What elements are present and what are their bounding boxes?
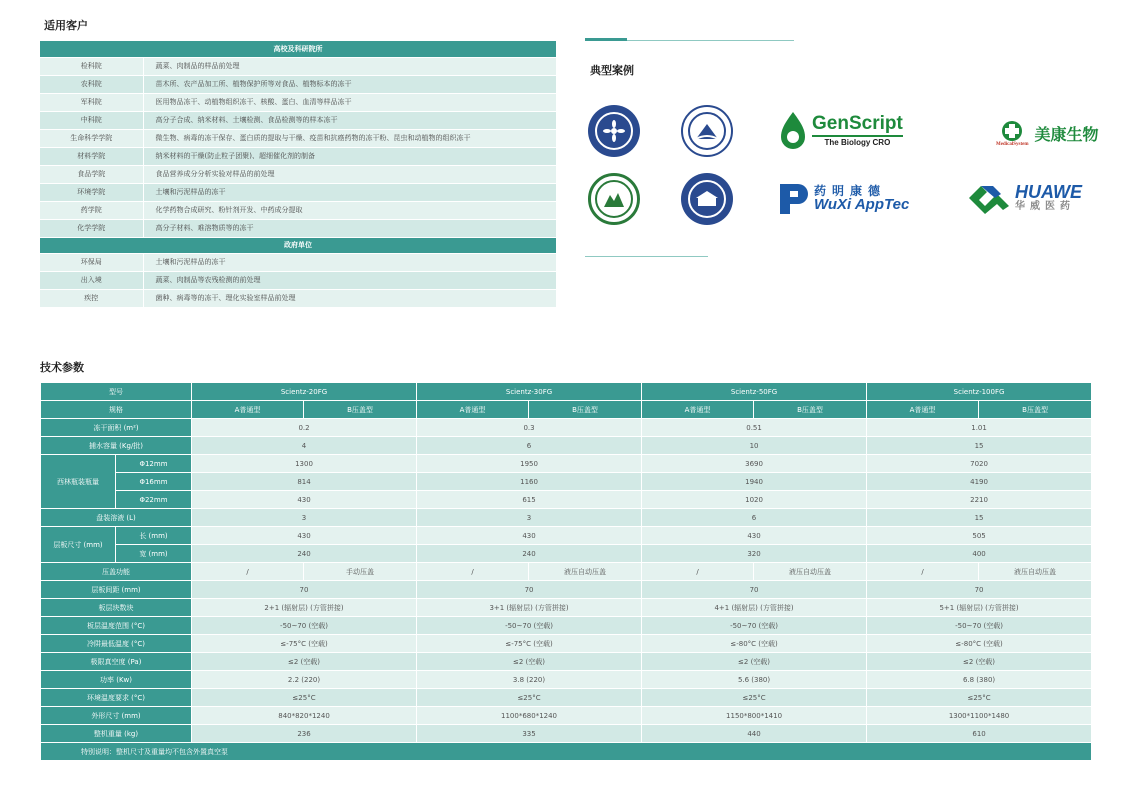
- spec-cell: 1020: [642, 491, 867, 509]
- spec-note: 特别说明：整机尺寸及重量均不包含外置真空泵: [41, 743, 1092, 761]
- spec-cell: ≤2 (空载): [867, 653, 1092, 671]
- customer-name: 中科院: [40, 111, 143, 129]
- spec-cell: 3: [192, 509, 417, 527]
- spec-cell: 1100*680*1240: [417, 707, 642, 725]
- spec-cell: /: [417, 563, 529, 581]
- customer-desc: 医用物品冻干、动植物组织冻干、核酸、蛋白、血清等样品冻干: [143, 93, 556, 111]
- customer-desc: 高分子合成、纳米材料、土壤检测、食品检测等的样本冻干: [143, 111, 556, 129]
- university-seal-logo-2: [681, 105, 733, 157]
- university-seal-logo-1: [588, 105, 640, 157]
- spec-cell: 层板尺寸 (mm): [41, 527, 116, 563]
- wuxi-mark-icon: [778, 182, 810, 216]
- spec-cell: 环境温度要求 (°C): [41, 689, 192, 707]
- spec-cell: B压盖型: [529, 401, 642, 419]
- spec-note-row: [41, 743, 1092, 761]
- spec-cell: 型号: [41, 383, 192, 401]
- spec-row-spacing: [41, 581, 1092, 599]
- spec-cell: 430: [192, 527, 417, 545]
- spec-cell: A普通型: [417, 401, 529, 419]
- spec-cell: 70: [867, 581, 1092, 599]
- spec-cell: ≤-75°C (空载): [192, 635, 417, 653]
- spec-cell: B压盖型: [979, 401, 1092, 419]
- spec-cell: -50~70 (空载): [417, 617, 642, 635]
- spec-cell: -50~70 (空载): [867, 617, 1092, 635]
- customer-row: [40, 253, 556, 271]
- customer-desc: 菌种、病毒等的冻干、理化实验室样品前处理: [143, 289, 556, 307]
- customer-name: 军科院: [40, 93, 143, 111]
- spec-cell: 3+1 (辐射层) (方管拼接): [417, 599, 642, 617]
- spec-cell: 外形尺寸 (mm): [41, 707, 192, 725]
- customer-row: [40, 289, 556, 307]
- spec-cell: 手动压盖: [304, 563, 417, 581]
- spec-cell: 70: [417, 581, 642, 599]
- customer-desc: 纳米材料的干燥(防止粒子团聚)、超细催化剂的制备: [143, 147, 556, 165]
- spec-cell: 2+1 (辐射层) (方管拼接): [192, 599, 417, 617]
- spec-cell: 1950: [417, 455, 642, 473]
- customer-name: 生命科学学院: [40, 129, 143, 147]
- spec-cell: 0.3: [417, 419, 642, 437]
- customer-desc: 蔬菜、肉制品的样品前处理: [143, 57, 556, 75]
- spec-cell: 4190: [867, 473, 1092, 491]
- customer-row: [40, 57, 556, 75]
- spec-cell: 814: [192, 473, 417, 491]
- spec-cell: Scientz-30FG: [417, 383, 642, 401]
- spec-cell: /: [867, 563, 979, 581]
- spec-cell: ≤25°C: [192, 689, 417, 707]
- customer-desc: 食品营养成分分析实验对样品的前处理: [143, 165, 556, 183]
- spec-cell: 505: [867, 527, 1092, 545]
- spec-cell: ≤-75°C (空载): [417, 635, 642, 653]
- customer-row: [40, 147, 556, 165]
- spec-cell: 液压自动压盖: [754, 563, 867, 581]
- spec-cell: 1160: [417, 473, 642, 491]
- cases-bottom-line: [585, 256, 708, 257]
- spec-cell: A普通型: [642, 401, 754, 419]
- spec-cell: 6: [642, 509, 867, 527]
- spec-cell: Scientz-100FG: [867, 383, 1092, 401]
- spec-row-area: [41, 419, 1092, 437]
- spec-cell: 5+1 (辐射层) (方管拼接): [867, 599, 1092, 617]
- tech-spec-table: [40, 382, 1092, 761]
- spec-cell: ≤-80°C (空载): [642, 635, 867, 653]
- spec-row-env_temp: [41, 689, 1092, 707]
- spec-row-shelf-wid: [41, 545, 1092, 563]
- customer-row: [40, 75, 556, 93]
- spec-cell: 1150*800*1410: [642, 707, 867, 725]
- customer-row: [40, 93, 556, 111]
- spec-row-press: [41, 563, 1092, 581]
- customer-desc: 土壤和污泥样品的冻干: [143, 253, 556, 271]
- customers-table: [40, 41, 556, 308]
- spec-cell: 西林瓶装瓶量: [41, 455, 116, 509]
- spec-cell: ≤2 (空载): [192, 653, 417, 671]
- spec-cell: 3.8 (220): [417, 671, 642, 689]
- spec-cell: 规格: [41, 401, 192, 419]
- customer-name: 化学学院: [40, 219, 143, 237]
- spec-cell: 极限真空度 (Pa): [41, 653, 192, 671]
- spec-row-vial12: [41, 455, 1092, 473]
- spec-cell: 1940: [642, 473, 867, 491]
- customer-row: [40, 271, 556, 289]
- customer-desc: 苗木所、农产品加工所、植物保护所等对食品、植物标本的冻干: [143, 75, 556, 93]
- spec-cell: Φ12mm: [116, 455, 192, 473]
- spec-cell: 400: [867, 545, 1092, 563]
- spec-cell: -50~70 (空载): [192, 617, 417, 635]
- spec-cell: 70: [642, 581, 867, 599]
- customer-desc: 高分子材料、难溶物质等的冻干: [143, 219, 556, 237]
- customer-group-header: 政府单位: [40, 237, 556, 253]
- spec-cell: 层板间距 (mm): [41, 581, 192, 599]
- customer-row: [40, 219, 556, 237]
- customer-name: 环境学院: [40, 183, 143, 201]
- spec-cell: 3: [417, 509, 642, 527]
- university-seal-logo-4: [681, 173, 733, 225]
- spec-cell: 10: [642, 437, 867, 455]
- customer-desc: 蔬菜、肉制品等农残检测的前处理: [143, 271, 556, 289]
- spec-cell: 2210: [867, 491, 1092, 509]
- spec-cell: 70: [192, 581, 417, 599]
- spec-cell: ≤-80°C (空载): [867, 635, 1092, 653]
- spec-cell: 冻干面积 (m²): [41, 419, 192, 437]
- spec-cell: ≤25°C: [417, 689, 642, 707]
- spec-cell: 宽 (mm): [116, 545, 192, 563]
- spec-cell: ≤2 (空载): [417, 653, 642, 671]
- spec-cell: 335: [417, 725, 642, 743]
- spec-cell: 430: [642, 527, 867, 545]
- spec-cell: 0.51: [642, 419, 867, 437]
- spec-cell: 1.01: [867, 419, 1092, 437]
- spec-cell: 4+1 (辐射层) (方管拼接): [642, 599, 867, 617]
- spec-cell: /: [642, 563, 754, 581]
- spec-cell: 7020: [867, 455, 1092, 473]
- spec-row-shelf-len: [41, 527, 1092, 545]
- cases-top-line: [627, 40, 794, 41]
- spec-cell: 盘装溶液 (L): [41, 509, 192, 527]
- customer-row: [40, 129, 556, 147]
- spec-cell: 15: [867, 437, 1092, 455]
- spec-cell: 长 (mm): [116, 527, 192, 545]
- university-seal-logo-3: [588, 173, 640, 225]
- spec-cell: 整机重量 (kg): [41, 725, 192, 743]
- spec-cell: 0.2: [192, 419, 417, 437]
- spec-cell: 压盖功能: [41, 563, 192, 581]
- customer-name: 农科院: [40, 75, 143, 93]
- tech-title: 技术参数: [40, 361, 84, 374]
- spec-cell: 功率 (Kw): [41, 671, 192, 689]
- spec-row-weight: [41, 725, 1092, 743]
- customer-row: [40, 183, 556, 201]
- customer-name: 出入境: [40, 271, 143, 289]
- spec-cell: -50~70 (空载): [642, 617, 867, 635]
- spec-row-vial16: [41, 473, 1092, 491]
- huawe-logo: HUAWE 华威医药: [967, 180, 1097, 216]
- customer-name: 药学院: [40, 201, 143, 219]
- wuxi-apptec-logo: 药明康德 WuXi AppTec: [778, 180, 923, 218]
- genscript-drop-icon: [778, 110, 808, 150]
- spec-cell: 430: [192, 491, 417, 509]
- spec-cell: 捕水容量 (Kg/批): [41, 437, 192, 455]
- spec-cell: 320: [642, 545, 867, 563]
- spec-cell: 5.6 (380): [642, 671, 867, 689]
- spec-cell: 1300: [192, 455, 417, 473]
- customer-desc: 微生物、病毒的冻干保存、蛋白质的提取与干燥、疫苗和抗癌药物的冻干粉、昆虫和动植物的组织冻干: [143, 129, 556, 147]
- spec-cell: 3690: [642, 455, 867, 473]
- spec-cell: /: [192, 563, 304, 581]
- spec-cell: 840*820*1240: [192, 707, 417, 725]
- huawe-mark-icon: [967, 182, 1011, 214]
- spec-cell: Φ22mm: [116, 491, 192, 509]
- spec-cell: 615: [417, 491, 642, 509]
- customer-group-header: 高校及科研院所: [40, 41, 556, 57]
- customer-name: 环保局: [40, 253, 143, 271]
- spec-cell: Φ16mm: [116, 473, 192, 491]
- spec-row-capacity: [41, 437, 1092, 455]
- spec-cell: 2.2 (220): [192, 671, 417, 689]
- model-header-row: [41, 383, 1092, 401]
- spec-cell: Scientz-50FG: [642, 383, 867, 401]
- spec-cell: B压盖型: [754, 401, 867, 419]
- customer-name: 疾控: [40, 289, 143, 307]
- spec-cell: A普通型: [192, 401, 304, 419]
- customer-name: 食品学院: [40, 165, 143, 183]
- spec-row-vacuum: [41, 653, 1092, 671]
- spec-cell: 610: [867, 725, 1092, 743]
- spec-cell: 440: [642, 725, 867, 743]
- spec-cell: 液压自动压盖: [529, 563, 642, 581]
- spec-cell: Scientz-20FG: [192, 383, 417, 401]
- customer-row: [40, 165, 556, 183]
- spec-row-trap_temp: [41, 635, 1092, 653]
- spec-header-row: [41, 401, 1092, 419]
- spec-cell: 6: [417, 437, 642, 455]
- cases-accent-line: [585, 38, 627, 41]
- spec-row-dims: [41, 707, 1092, 725]
- spec-row-tray: [41, 509, 1092, 527]
- spec-cell: 240: [417, 545, 642, 563]
- spec-cell: 1300*1100*1480: [867, 707, 1092, 725]
- customer-desc: 土壤和污泥样品的冻干: [143, 183, 556, 201]
- spec-cell: 冷阱最低温度 (°C): [41, 635, 192, 653]
- spec-row-vial22: [41, 491, 1092, 509]
- spec-row-shelves: [41, 599, 1092, 617]
- spec-row-shelf_temp: [41, 617, 1092, 635]
- cases-title: 典型案例: [590, 64, 634, 77]
- spec-cell: 430: [417, 527, 642, 545]
- genscript-logo: GenScript The Biology CRO: [778, 108, 918, 152]
- spec-cell: 15: [867, 509, 1092, 527]
- spec-cell: ≤25°C: [867, 689, 1092, 707]
- spec-cell: A普通型: [867, 401, 979, 419]
- spec-cell: 240: [192, 545, 417, 563]
- customer-desc: 化学药物合成研究、粉针剂开发、中药成分提取: [143, 201, 556, 219]
- meikang-logo: MedicalSystem 美康生物: [996, 115, 1121, 151]
- spec-cell: 6.8 (380): [867, 671, 1092, 689]
- spec-row-power: [41, 671, 1092, 689]
- spec-cell: 板层温度范围 (°C): [41, 617, 192, 635]
- customer-name: 检科院: [40, 57, 143, 75]
- spec-cell: ≤2 (空载): [642, 653, 867, 671]
- customers-title: 适用客户: [44, 19, 88, 32]
- spec-cell: B压盖型: [304, 401, 417, 419]
- spec-cell: 236: [192, 725, 417, 743]
- spec-cell: 液压自动压盖: [979, 563, 1092, 581]
- spec-cell: ≤25°C: [642, 689, 867, 707]
- meikang-cross-icon: [1001, 120, 1023, 142]
- customer-row: [40, 111, 556, 129]
- customer-row: [40, 201, 556, 219]
- spec-cell: 4: [192, 437, 417, 455]
- customer-name: 材料学院: [40, 147, 143, 165]
- spec-cell: 板层块数块: [41, 599, 192, 617]
